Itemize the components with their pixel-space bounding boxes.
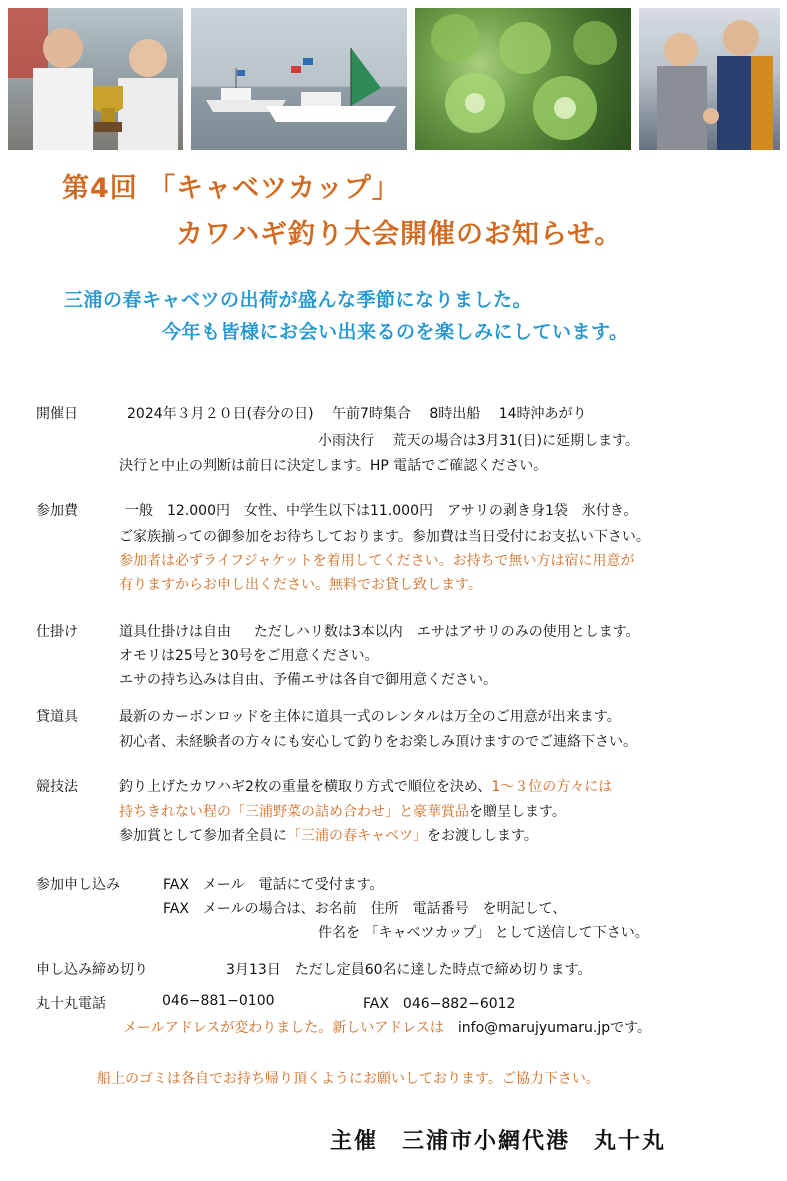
fee-line2: ご家族揃っての御参加をお待ちしております。参加費は当日受付にお支払い下さい。	[119, 529, 650, 545]
rules-label: 競技法	[36, 779, 78, 795]
date-line1: 2024年３月２０日(春分の日) 午前7時集合 8時出船 14時沖あがり	[127, 406, 587, 422]
rental-line1: 最新のカーボンロッドを主体に道具一式のレンタルは万全のご用意が出来ます。	[119, 709, 621, 725]
fee-line1: 一般 12.000円 女性、中学生以下は11.000円 アサリの剥き身1袋 氷付き。	[125, 503, 638, 519]
photo-trophy-winners	[8, 8, 183, 150]
deadline-text: 3月13日 ただし定員60名に達した時点で締め切ります。	[226, 962, 592, 978]
photo-fishing-boats	[191, 8, 407, 150]
rules-line2	[119, 801, 566, 821]
mail-change-notice: メールアドレスが変わりました。新しいアドレスは	[123, 1020, 444, 1036]
tackle-line2: オモリは25号と30号をご用意ください。	[119, 648, 379, 664]
apply-line3: 件名を 「キャベツカップ」 として送信して下さい。	[318, 925, 649, 941]
tackle-label: 仕掛け	[36, 624, 78, 640]
date-line2: 小雨決行 荒天の場合は3月31(日)に延期します。	[318, 433, 639, 449]
rules-participation-prize: 「三浦の春キャベツ」	[287, 828, 427, 844]
tackle-line3: エサの持ち込みは自由、予備エサは各自で御用意ください。	[119, 672, 497, 688]
contact-mail-line	[123, 1017, 651, 1037]
rules-prize-rank: 1～３位の方々には	[491, 779, 613, 795]
intro-line1: 三浦の春キャベツの出荷が盛んな季節になりました。	[64, 289, 533, 311]
rules-prize-vegetables: 持ちきれない程の「三浦野菜の詰め合わせ」と豪華賞品	[119, 804, 469, 820]
rules-line3	[119, 825, 538, 845]
garbage-notice: 船上のゴミは各自でお持ち帰り頂くようにお願いしております。ご協力下さい。	[97, 1071, 600, 1087]
rules-line3-end: をお渡しします。	[427, 828, 538, 844]
tackle-line1: 道具仕掛けは自由 ただしハリ数は3本以内 エサはアサリのみの使用とします。	[119, 624, 640, 640]
fee-label: 参加費	[36, 503, 78, 519]
date-label: 開催日	[36, 406, 78, 422]
event-title-line2: カワハギ釣り大会開催のお知らせ。	[176, 219, 623, 250]
photo-handshake	[639, 8, 780, 150]
apply-label: 参加申し込み	[36, 877, 120, 893]
event-title-line1: 第4回 「キャベツカップ」	[62, 173, 400, 204]
contact-fax: FAX 046−882−6012	[363, 996, 516, 1012]
apply-line2: FAX メールの場合は、お名前 住所 電話番号 を明記して、	[163, 901, 567, 917]
rental-line2: 初心者、未経験者の方々にも安心して釣りをお楽しみ頂けますのでご連絡下さい。	[119, 734, 637, 750]
fee-lifejacket-line1: 参加者は必ずライフジャケットを着用してください。お持ちで無い方は宿に用意が	[119, 553, 635, 569]
rules-line1	[119, 776, 612, 796]
header-photo-strip	[8, 8, 780, 150]
contact-email: info@marujyumaru.jpです。	[457, 1020, 651, 1036]
rental-label: 貸道具	[36, 709, 78, 725]
apply-line1: FAX メール 電話にて受付ます。	[163, 877, 384, 893]
rules-line3-text: 参加賞として参加者全員に	[119, 828, 287, 844]
date-line3: 決行と中止の判断は前日に決定します。HP 電話でご確認ください。	[119, 458, 548, 474]
deadline-label: 申し込み締め切り	[36, 962, 148, 978]
organizer: 主催 三浦市小網代港 丸十丸	[330, 1129, 667, 1154]
photo-cabbage-field	[415, 8, 631, 150]
rules-line1-text: 釣り上げたカワハギ2枚の重量を横取り方式で順位を決め、	[119, 779, 492, 795]
fee-lifejacket-line2: 有りますからお申し出ください。無料でお貸し致します。	[119, 577, 482, 593]
rules-line2-text: を贈呈します。	[469, 804, 566, 820]
intro-line2: 今年も皆様にお会い出来るのを楽しみにしています。	[162, 321, 629, 343]
contact-phone: 046−881−0100	[162, 993, 275, 1009]
contact-label: 丸十丸電話	[36, 996, 106, 1012]
